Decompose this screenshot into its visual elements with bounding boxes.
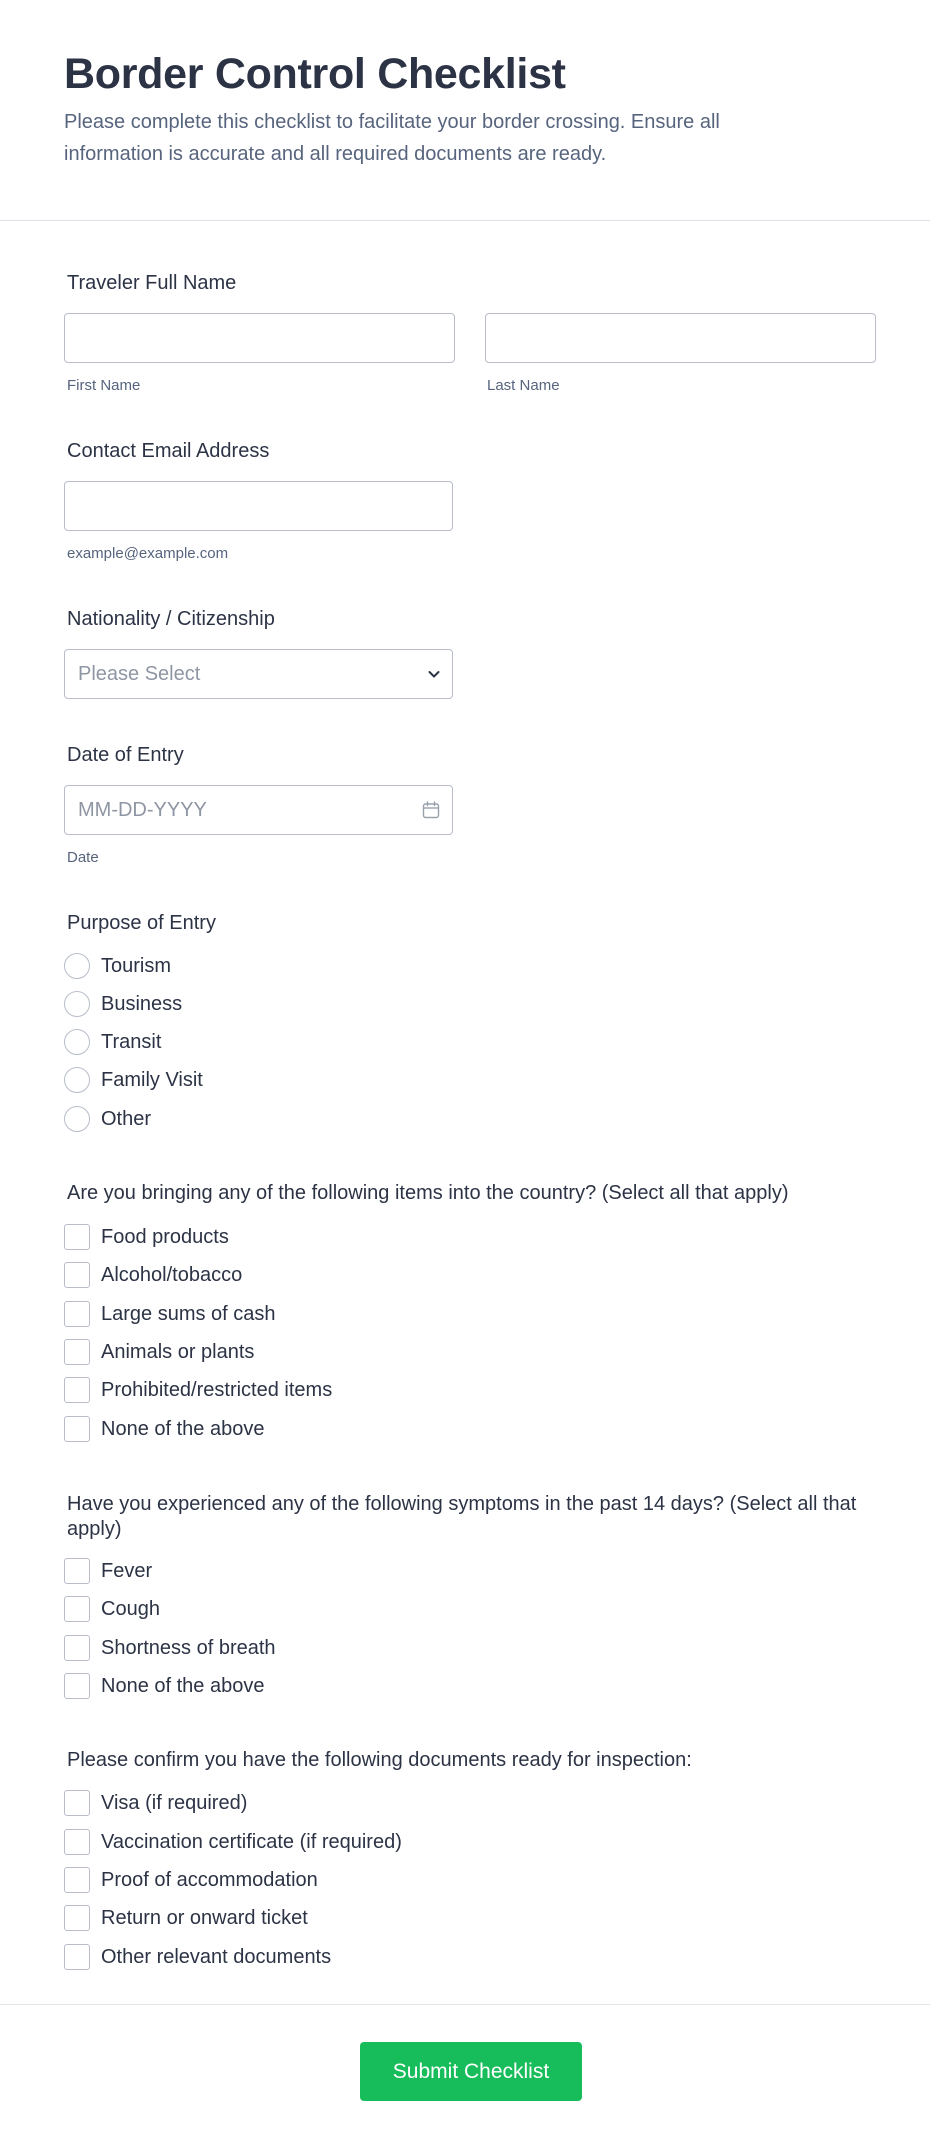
checkbox[interactable] [64, 1867, 90, 1893]
items-option-label: None of the above [101, 1418, 265, 1440]
checkbox[interactable] [64, 1905, 90, 1931]
items-option-label: Alcohol/tobacco [101, 1264, 243, 1286]
items-option-label: Large sums of cash [101, 1303, 276, 1325]
checkbox[interactable] [64, 1635, 90, 1661]
symptoms-option-label: Cough [101, 1598, 160, 1620]
documents-option-label: Vaccination certificate (if required) [101, 1831, 402, 1853]
entry-date-sublabel: Date [67, 849, 99, 866]
radio-button[interactable] [64, 1106, 90, 1132]
checkbox[interactable] [64, 1262, 90, 1288]
footer-divider [0, 2004, 930, 2005]
purpose-label: Purpose of Entry [67, 912, 216, 934]
last-name-input[interactable] [485, 313, 876, 363]
items-option-label: Prohibited/restricted items [101, 1379, 333, 1401]
documents-label: Please confirm you have the following documents ready for inspection: [67, 1749, 692, 1771]
checkbox[interactable] [64, 1790, 90, 1816]
nationality-label: Nationality / Citizenship [67, 608, 275, 630]
checkbox[interactable] [64, 1829, 90, 1855]
checkbox[interactable] [64, 1339, 90, 1365]
first-name-input[interactable] [64, 313, 455, 363]
items-label: Are you bringing any of the following items into the country? (Select all that apply) [67, 1182, 789, 1204]
checkbox[interactable] [64, 1224, 90, 1250]
documents-option-label: Visa (if required) [101, 1792, 248, 1814]
entry-date-label: Date of Entry [67, 744, 184, 766]
purpose-option-label: Tourism [101, 955, 172, 977]
symptoms-label: Have you experienced any of the following symptoms in the past 14 days? (Select all that apply) [67, 1493, 857, 1540]
items-option-label: Food products [101, 1226, 229, 1248]
checkbox[interactable] [64, 1301, 90, 1327]
page-title: Border Control Checklist [64, 50, 566, 98]
purpose-option-label: Family Visit [101, 1069, 203, 1091]
purpose-option-label: Other [101, 1108, 152, 1130]
documents-option-label: Return or onward ticket [101, 1907, 308, 1929]
radio-button[interactable] [64, 1067, 90, 1093]
checkbox[interactable] [64, 1596, 90, 1622]
last-name-sublabel: Last Name [487, 377, 560, 394]
email-label: Contact Email Address [67, 440, 270, 462]
symptoms-option-label: Fever [101, 1560, 153, 1582]
checkbox[interactable] [64, 1944, 90, 1970]
submit-button[interactable]: Submit Checklist [360, 2042, 582, 2101]
full-name-label: Traveler Full Name [67, 272, 237, 294]
entry-date-field [64, 785, 453, 835]
form-header [0, 0, 930, 221]
chevron-down-icon [426, 666, 442, 682]
purpose-option-label: Transit [101, 1031, 162, 1053]
documents-option-label: Proof of accommodation [101, 1869, 318, 1891]
checkbox[interactable] [64, 1416, 90, 1442]
email-sublabel: example@example.com [67, 545, 229, 562]
symptoms-option-label: Shortness of breath [101, 1637, 276, 1659]
page-subtitle: Please complete this checklist to facilitate your border crossing. Ensure all information is accurate and all required documents are ready. [64, 111, 720, 165]
nationality-dropdown[interactable] [64, 649, 453, 699]
checkbox[interactable] [64, 1558, 90, 1584]
purpose-option-label: Business [101, 993, 183, 1015]
symptoms-option-label: None of the above [101, 1675, 265, 1697]
radio-button[interactable] [64, 953, 90, 979]
checkbox[interactable] [64, 1377, 90, 1403]
radio-button[interactable] [64, 1029, 90, 1055]
radio-button[interactable] [64, 991, 90, 1017]
first-name-sublabel: First Name [67, 377, 141, 394]
documents-option-label: Other relevant documents [101, 1946, 332, 1968]
nationality-placeholder: Please Select [78, 663, 201, 685]
entry-date-input[interactable] [65, 786, 405, 834]
calendar-icon[interactable] [422, 801, 440, 819]
checkbox[interactable] [64, 1673, 90, 1699]
email-input[interactable] [64, 481, 453, 531]
items-option-label: Animals or plants [101, 1341, 255, 1363]
